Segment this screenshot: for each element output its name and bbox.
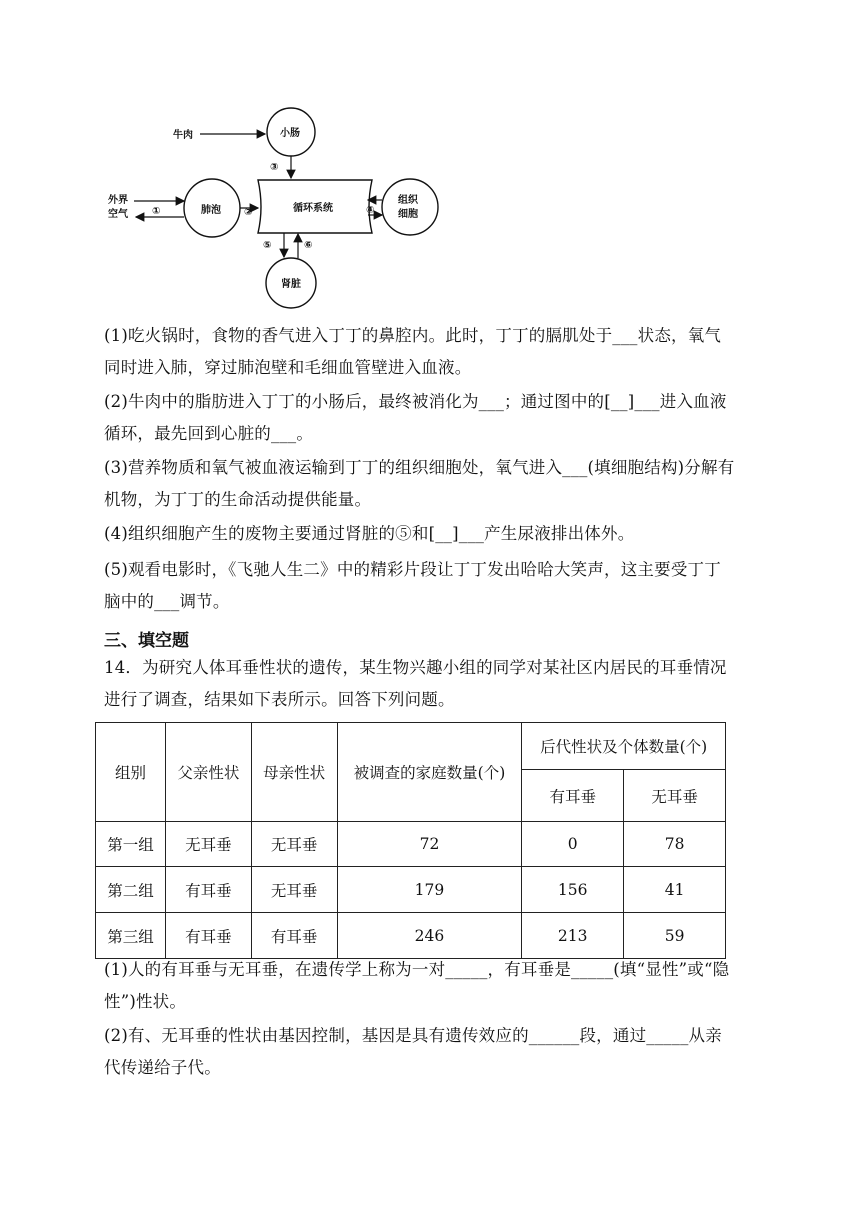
mark-1: ①: [152, 206, 161, 217]
header-families: 被调查的家庭数量(个): [337, 723, 522, 822]
mark-3: ③: [270, 162, 279, 173]
cell-father: 无耳垂: [165, 822, 251, 867]
cell-without: 78: [624, 822, 726, 867]
circulation-label: 循环系统: [293, 203, 333, 214]
question-line: 机物，为丁丁的生命活动提供能量。: [104, 490, 372, 509]
question-13-1: [104, 320, 754, 384]
cell-without: 59: [624, 913, 726, 959]
alveoli-label: 肺泡: [201, 205, 221, 216]
cell-with: 0: [522, 822, 624, 867]
digestion-circulation-diagram: [100, 105, 460, 315]
table-row: [96, 822, 726, 867]
header-without-earlobe: 无耳垂: [624, 770, 726, 822]
table-row: [96, 913, 726, 959]
header-with-earlobe: 有耳垂: [522, 770, 624, 822]
mark-4: ④: [366, 205, 375, 216]
header-offspring: 后代性状及个体数量(个): [522, 723, 726, 770]
tissue-cells-label-1: 组织: [398, 195, 418, 206]
question-line: 进行了调查，结果如下表所示。回答下列问题。: [104, 690, 455, 709]
cell-father: 有耳垂: [165, 867, 251, 913]
header-father: 父亲性状: [165, 723, 251, 822]
question-line: (4)组织细胞产生的废物主要通过肾脏的⑤和[__]___产生尿液排出体外。: [104, 524, 635, 543]
header-mother: 母亲性状: [251, 723, 337, 822]
cell-mother: 无耳垂: [251, 822, 337, 867]
question-line: 14．为研究人体耳垂性状的遗传，某生物兴趣小组的同学对某社区内居民的耳垂情况: [104, 658, 727, 677]
cell-families: 72: [337, 822, 522, 867]
beef-label: 牛肉: [173, 130, 193, 141]
question-line: (3)营养物质和氧气被血液运输到丁丁的组织细胞处，氧气进入___(填细胞结构)分解有: [104, 458, 735, 477]
question-line: (1)人的有耳垂与无耳垂，在遗传学上称为一对_____，有耳垂是_____(填“显性”或“隐: [104, 960, 730, 979]
tissue-cells-node: [382, 179, 438, 235]
question-13-3: [104, 452, 754, 516]
question-line: (1)吃火锅时，食物的香气进入丁丁的鼻腔内。此时，丁丁的膈肌处于___状态，氧气: [104, 326, 722, 345]
cell-without: 41: [624, 867, 726, 913]
cell-group: 第一组: [96, 822, 166, 867]
question-line: (5)观看电影时，《飞驰人生二》中的精彩片段让丁丁发出哈哈大笑声，这主要受丁丁: [104, 560, 721, 579]
question-line: 代传递给子代。: [104, 1058, 221, 1077]
question-13-2: [104, 386, 754, 450]
tissue-cells-label-2: 细胞: [398, 209, 418, 220]
cell-mother: 无耳垂: [251, 867, 337, 913]
question-line: 脑中的___调节。: [104, 592, 230, 611]
question-13-5: [104, 554, 754, 618]
question-line: 同时进入肺，穿过肺泡壁和毛细血管壁进入血液。: [104, 358, 472, 377]
cell-mother: 有耳垂: [251, 913, 337, 959]
small-intestine-label: 小肠: [280, 128, 300, 139]
cell-father: 有耳垂: [165, 913, 251, 959]
question-line: 循环，最先回到心脏的___。: [104, 424, 314, 443]
section-title: 三、填空题: [104, 631, 189, 651]
question-13-4: [104, 518, 754, 550]
outside-air-label-1: 外界: [108, 195, 128, 206]
mark-2: ②: [244, 207, 253, 218]
cell-with: 213: [522, 913, 624, 959]
outside-air-label-2: 空气: [108, 209, 128, 220]
cell-with: 156: [522, 867, 624, 913]
cell-group: 第二组: [96, 867, 166, 913]
question-14-2: [104, 1020, 754, 1084]
question-line: (2)有、无耳垂的性状由基因控制，基因是具有遗传效应的______段，通过_____从亲: [104, 1026, 722, 1045]
mark-6: ⑥: [304, 240, 313, 251]
earlobe-table: [95, 722, 726, 959]
diagram-svg: [100, 105, 460, 315]
question-14-intro: [104, 652, 754, 716]
cell-families: 179: [337, 867, 522, 913]
question-line: (2)牛肉中的脂肪进入丁丁的小肠后，最终被消化为___；通过图中的[__]___进入血液: [104, 392, 727, 411]
table-row: [96, 867, 726, 913]
mark-5: ⑤: [263, 240, 272, 251]
cell-group: 第三组: [96, 913, 166, 959]
question-14-1: [104, 954, 754, 1018]
cell-families: 246: [337, 913, 522, 959]
header-group: 组别: [96, 723, 166, 822]
kidney-label: 肾脏: [281, 279, 301, 290]
question-line: 性”)性状。: [104, 992, 187, 1011]
